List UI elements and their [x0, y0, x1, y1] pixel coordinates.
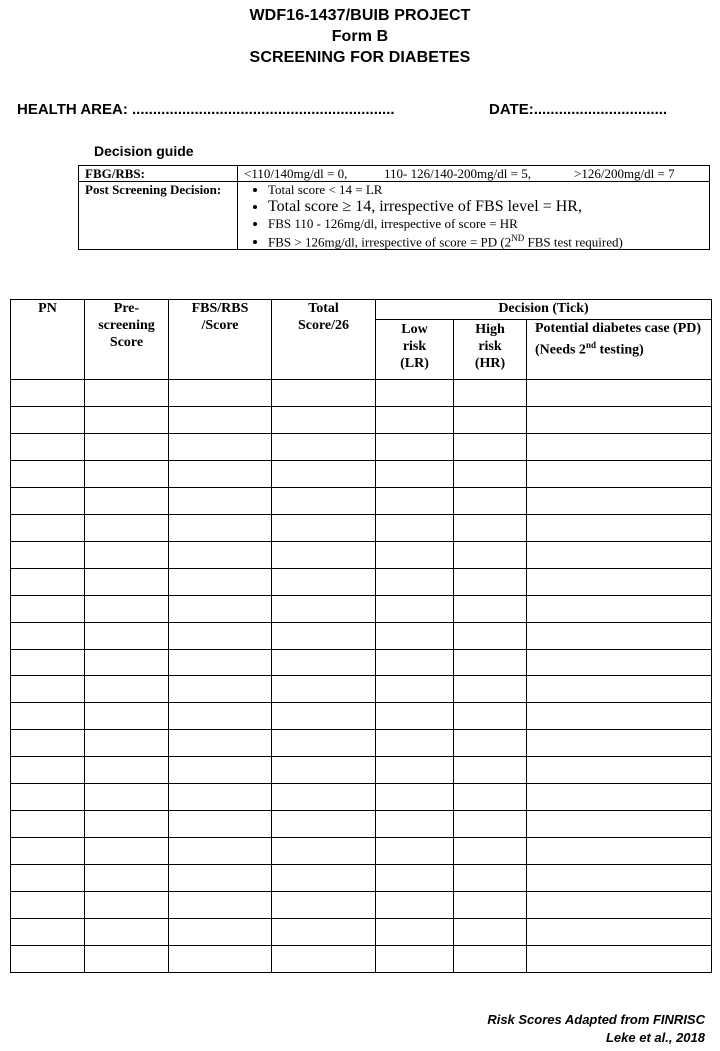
- table-cell[interactable]: [169, 487, 272, 514]
- table-cell[interactable]: [454, 865, 527, 892]
- table-row: [11, 676, 712, 703]
- table-cell[interactable]: [169, 568, 272, 595]
- table-cell[interactable]: [527, 730, 712, 757]
- table-cell[interactable]: [169, 730, 272, 757]
- table-row: [11, 892, 712, 919]
- table-cell[interactable]: [169, 460, 272, 487]
- table-cell[interactable]: [85, 784, 169, 811]
- col-header-total-score: Total Score/26: [272, 300, 376, 380]
- table-row: [11, 703, 712, 730]
- table-row: [11, 433, 712, 460]
- table-cell[interactable]: [454, 649, 527, 676]
- table-cell[interactable]: [272, 380, 376, 407]
- table-cell[interactable]: [85, 649, 169, 676]
- table-cell[interactable]: [376, 892, 454, 919]
- table-cell[interactable]: [11, 541, 85, 568]
- table-cell[interactable]: [11, 730, 85, 757]
- table-cell[interactable]: [272, 649, 376, 676]
- table-row: [11, 649, 712, 676]
- col-header-high-risk: High risk (HR): [454, 320, 527, 380]
- table-cell[interactable]: [527, 757, 712, 784]
- table-cell[interactable]: [272, 568, 376, 595]
- pd-header-line2-end: testing): [595, 342, 644, 358]
- decision-guide-label: Decision guide: [94, 143, 194, 159]
- table-cell[interactable]: [11, 622, 85, 649]
- col-header-pre-screening: Pre-screening Score: [85, 300, 169, 380]
- fbg-value-high: >126/200mg/dl = 7: [574, 166, 675, 181]
- table-cell[interactable]: [376, 919, 454, 946]
- col-header-decision: Decision (Tick): [376, 300, 712, 320]
- table-cell[interactable]: [527, 568, 712, 595]
- table-cell[interactable]: [376, 406, 454, 433]
- table-cell[interactable]: [169, 946, 272, 973]
- table-cell[interactable]: [85, 595, 169, 622]
- table-cell[interactable]: [527, 703, 712, 730]
- table-cell[interactable]: [169, 622, 272, 649]
- rule-pd-text-end: FBS test required): [524, 234, 623, 250]
- table-cell[interactable]: [454, 757, 527, 784]
- table-cell[interactable]: [376, 460, 454, 487]
- table-cell[interactable]: [454, 622, 527, 649]
- table-cell[interactable]: [527, 838, 712, 865]
- table-cell[interactable]: [85, 487, 169, 514]
- table-cell[interactable]: [85, 838, 169, 865]
- table-cell[interactable]: [85, 568, 169, 595]
- table-cell[interactable]: [376, 946, 454, 973]
- table-cell[interactable]: [85, 892, 169, 919]
- table-cell[interactable]: [11, 676, 85, 703]
- table-row: [11, 514, 712, 541]
- table-cell[interactable]: [376, 811, 454, 838]
- fbg-values: [238, 166, 710, 182]
- rule-low-risk: • Total score < 14 = LR: [268, 182, 703, 197]
- form-name: Form B: [331, 28, 389, 45]
- post-screening-rules: [238, 182, 710, 250]
- table-cell[interactable]: [85, 865, 169, 892]
- table-cell[interactable]: [527, 784, 712, 811]
- footer-source: Risk Scores Adapted from FINRISC: [487, 1012, 705, 1027]
- table-cell[interactable]: [454, 595, 527, 622]
- screening-table-body: [11, 380, 712, 973]
- table-cell[interactable]: [272, 676, 376, 703]
- pd-header-line2-text: (Needs 2: [535, 342, 586, 358]
- table-row: [11, 757, 712, 784]
- table-cell[interactable]: [527, 487, 712, 514]
- table-cell[interactable]: [85, 730, 169, 757]
- screening-table: [10, 299, 712, 973]
- rule-potential-diabetes: [268, 231, 703, 249]
- table-cell[interactable]: [85, 380, 169, 407]
- table-cell[interactable]: [527, 541, 712, 568]
- table-cell[interactable]: [85, 919, 169, 946]
- table-cell[interactable]: [376, 487, 454, 514]
- table-cell[interactable]: [527, 919, 712, 946]
- table-cell[interactable]: [11, 460, 85, 487]
- table-cell[interactable]: [527, 595, 712, 622]
- table-cell[interactable]: [169, 595, 272, 622]
- table-cell[interactable]: [272, 946, 376, 973]
- table-cell[interactable]: [272, 460, 376, 487]
- table-cell[interactable]: [169, 433, 272, 460]
- col-header-potential-diabetes: [527, 320, 712, 380]
- table-cell[interactable]: [85, 757, 169, 784]
- table-cell[interactable]: [454, 892, 527, 919]
- table-cell[interactable]: [376, 865, 454, 892]
- table-cell[interactable]: [454, 703, 527, 730]
- fbg-label: FBG/RBS:: [79, 166, 238, 182]
- table-cell[interactable]: [454, 433, 527, 460]
- table-cell[interactable]: [527, 433, 712, 460]
- table-cell[interactable]: [169, 784, 272, 811]
- table-cell[interactable]: [169, 865, 272, 892]
- table-cell[interactable]: [454, 380, 527, 407]
- table-cell[interactable]: [272, 541, 376, 568]
- pd-header-line2: [535, 337, 711, 359]
- table-cell[interactable]: [85, 406, 169, 433]
- table-cell[interactable]: [11, 568, 85, 595]
- table-cell[interactable]: [169, 406, 272, 433]
- table-cell[interactable]: [454, 946, 527, 973]
- date-field: DATE:................................: [489, 101, 668, 118]
- table-cell[interactable]: [454, 487, 527, 514]
- table-row: [11, 811, 712, 838]
- table-row: [11, 919, 712, 946]
- table-cell[interactable]: [454, 568, 527, 595]
- rule-high-risk-score: • Total score ≥ 14, irrespective of FBS level = HR,: [268, 197, 703, 216]
- table-cell[interactable]: [527, 811, 712, 838]
- table-cell[interactable]: [272, 838, 376, 865]
- pd-header-line1: Potential diabetes case (PD): [535, 321, 702, 336]
- table-cell[interactable]: [11, 892, 85, 919]
- table-cell[interactable]: [11, 784, 85, 811]
- table-cell[interactable]: [11, 433, 85, 460]
- table-cell[interactable]: [272, 730, 376, 757]
- fbg-value-low: <110/140mg/dl = 0,: [244, 166, 348, 181]
- table-cell[interactable]: [376, 433, 454, 460]
- table-row: [11, 838, 712, 865]
- table-cell[interactable]: [272, 514, 376, 541]
- table-cell[interactable]: [272, 919, 376, 946]
- table-cell[interactable]: [376, 784, 454, 811]
- table-cell[interactable]: [169, 919, 272, 946]
- table-cell[interactable]: [272, 595, 376, 622]
- table-row: [11, 541, 712, 568]
- table-cell[interactable]: [376, 568, 454, 595]
- table-cell[interactable]: [272, 757, 376, 784]
- table-cell[interactable]: [376, 676, 454, 703]
- table-cell[interactable]: [11, 919, 85, 946]
- table-cell[interactable]: [85, 622, 169, 649]
- table-cell[interactable]: [11, 946, 85, 973]
- table-cell[interactable]: [11, 703, 85, 730]
- table-cell[interactable]: [11, 811, 85, 838]
- table-cell[interactable]: [85, 433, 169, 460]
- table-cell[interactable]: [376, 514, 454, 541]
- table-row: [11, 460, 712, 487]
- table-cell[interactable]: [527, 946, 712, 973]
- table-cell[interactable]: [272, 784, 376, 811]
- table-cell[interactable]: [376, 622, 454, 649]
- table-cell[interactable]: [376, 730, 454, 757]
- table-cell[interactable]: [454, 811, 527, 838]
- table-cell[interactable]: [272, 487, 376, 514]
- col-header-fbs-rbs: FBS/RBS /Score: [169, 300, 272, 380]
- table-cell[interactable]: [85, 514, 169, 541]
- table-cell[interactable]: [454, 406, 527, 433]
- table-cell[interactable]: [169, 703, 272, 730]
- table-cell[interactable]: [169, 892, 272, 919]
- post-screening-label: Post Screening Decision:: [79, 182, 238, 250]
- table-cell[interactable]: [527, 514, 712, 541]
- pd-header-superscript: nd: [585, 340, 596, 350]
- table-cell[interactable]: [11, 649, 85, 676]
- fbg-value-mid: 110- 126/140-200mg/dl = 5,: [384, 166, 531, 181]
- table-row: [11, 487, 712, 514]
- table-cell[interactable]: [527, 406, 712, 433]
- table-cell[interactable]: [272, 433, 376, 460]
- table-cell[interactable]: [454, 541, 527, 568]
- table-cell[interactable]: [272, 703, 376, 730]
- table-cell[interactable]: [11, 838, 85, 865]
- table-cell[interactable]: [454, 919, 527, 946]
- col-header-low-risk: Low risk (LR): [376, 320, 454, 380]
- table-cell[interactable]: [454, 838, 527, 865]
- table-row: [11, 865, 712, 892]
- table-cell[interactable]: [11, 865, 85, 892]
- table-cell[interactable]: [85, 811, 169, 838]
- table-cell[interactable]: [376, 595, 454, 622]
- table-cell[interactable]: [169, 380, 272, 407]
- table-cell[interactable]: [169, 649, 272, 676]
- table-cell[interactable]: [11, 380, 85, 407]
- table-cell[interactable]: [272, 865, 376, 892]
- table-cell[interactable]: [85, 460, 169, 487]
- table-cell[interactable]: [527, 622, 712, 649]
- table-cell[interactable]: [169, 811, 272, 838]
- table-cell[interactable]: [272, 622, 376, 649]
- table-row: [11, 380, 712, 407]
- table-cell[interactable]: [454, 730, 527, 757]
- rule-pd-text: FBS > 126mg/dl, irrespective of score = PD (2: [268, 234, 512, 250]
- table-cell[interactable]: [11, 595, 85, 622]
- table-cell[interactable]: [169, 676, 272, 703]
- table-cell[interactable]: [272, 406, 376, 433]
- table-cell[interactable]: [527, 676, 712, 703]
- rule-pd-superscript: ND: [511, 233, 525, 243]
- table-cell[interactable]: [527, 865, 712, 892]
- table-cell[interactable]: [272, 892, 376, 919]
- table-cell[interactable]: [11, 406, 85, 433]
- footer-credit: [487, 1011, 705, 1047]
- project-title: WDF16-1437/BUIB PROJECT: [249, 7, 471, 24]
- table-cell[interactable]: [527, 649, 712, 676]
- table-cell[interactable]: [169, 838, 272, 865]
- decision-rules-list: [244, 182, 703, 249]
- table-cell[interactable]: [169, 757, 272, 784]
- table-cell[interactable]: [272, 811, 376, 838]
- table-cell[interactable]: [11, 757, 85, 784]
- table-row: [11, 784, 712, 811]
- table-row: [11, 568, 712, 595]
- rule-high-risk-fbs: • FBS 110 - 126mg/dl, irrespective of score = HR: [268, 216, 703, 231]
- table-cell[interactable]: [454, 514, 527, 541]
- table-row: [11, 406, 712, 433]
- table-cell[interactable]: [376, 757, 454, 784]
- table-row: [11, 595, 712, 622]
- table-row: [11, 730, 712, 757]
- table-cell[interactable]: [527, 380, 712, 407]
- table-cell[interactable]: [527, 460, 712, 487]
- table-cell[interactable]: [376, 380, 454, 407]
- table-cell[interactable]: [376, 703, 454, 730]
- decision-guide-table: [78, 165, 710, 250]
- table-cell[interactable]: [454, 460, 527, 487]
- col-header-pn: PN: [11, 300, 85, 380]
- table-cell[interactable]: [85, 703, 169, 730]
- table-cell[interactable]: [85, 676, 169, 703]
- table-cell[interactable]: [11, 487, 85, 514]
- table-cell[interactable]: [85, 946, 169, 973]
- table-cell[interactable]: [11, 514, 85, 541]
- table-cell[interactable]: [169, 541, 272, 568]
- table-row: [11, 622, 712, 649]
- table-cell[interactable]: [454, 784, 527, 811]
- table-cell[interactable]: [376, 838, 454, 865]
- form-title-block: [0, 5, 720, 68]
- table-cell[interactable]: [454, 676, 527, 703]
- table-cell[interactable]: [169, 514, 272, 541]
- health-area-field: HEALTH AREA: ...............................................................: [17, 101, 395, 118]
- table-cell[interactable]: [376, 649, 454, 676]
- footer-citation: Leke et al., 2018: [605, 1030, 705, 1045]
- table-cell[interactable]: [527, 892, 712, 919]
- table-cell[interactable]: [85, 541, 169, 568]
- table-cell[interactable]: [376, 541, 454, 568]
- form-subject: SCREENING FOR DIABETES: [249, 49, 471, 66]
- table-row: [11, 946, 712, 973]
